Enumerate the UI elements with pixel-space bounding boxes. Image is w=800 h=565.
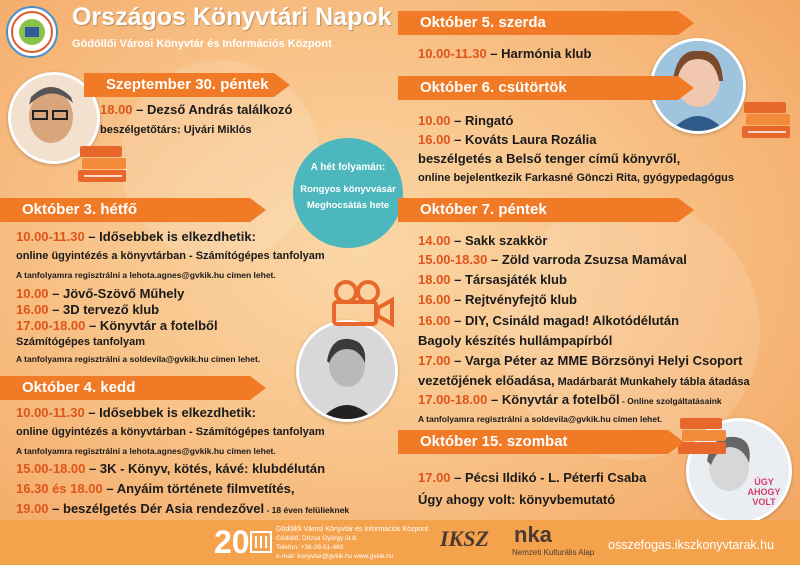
video-camera-icon: [330, 280, 396, 333]
event-line: 16.00 – Kováts Laura Rozália: [418, 132, 597, 147]
event-line: beszélgetőtárs: Ujvári Miklós: [100, 124, 252, 136]
event-note: A tanfolyamra regisztrálni a lehota.agnes@gvkik.hu címen lehet.: [16, 270, 276, 280]
speaker-photo-woman: [296, 320, 398, 422]
event-line: 15.00-18.30 – Zöld varroda Zsuzsa Mamával: [418, 252, 687, 267]
event-line: 17.00-18.00 – Könyvtár a fotelből: [16, 318, 218, 333]
week-item-book-sale: Rongyos könyvvásár: [300, 184, 396, 195]
week-heading: A hét folyamán:: [310, 162, 386, 173]
event-note: A tanfolyamra regisztrálni a soldevila@gvkik.hu címen lehet.: [16, 354, 261, 364]
nka-logo: nka: [514, 522, 552, 547]
day-banner-oct5: Október 5. szerda: [398, 11, 678, 35]
event-line: 14.00 – Sakk szakkör: [418, 233, 548, 248]
day-banner-oct4: Október 4. kedd: [0, 376, 250, 400]
footer-address: Gödöllő, Dózsa György út 8.: [276, 535, 358, 542]
event-line: 10.00-11.30 – Idősebbek is elkezdhetik:: [16, 229, 256, 244]
footer-org-name: Gödöllői Városi Könyvtár és Információs Központ: [276, 526, 429, 533]
book-stack-icon: [740, 98, 794, 147]
event-line: 16.00 – DIY, Csináld magad! Alkotódélután: [418, 313, 680, 328]
event-line: 16.30 és 18.00 – Anyáim története filmvetítés,: [16, 481, 295, 496]
page-title: Országos Könyvtári Napok: [72, 3, 392, 31]
anniversary-number: 20: [214, 524, 250, 560]
day-banner-oct15: Október 15. szombat: [398, 430, 668, 454]
event-line: 17.00-18.00 – Könyvtár a fotelből - Online szolgáltatásaink: [418, 392, 722, 407]
event-note: A tanfolyamra regisztrálni a lehota.agnes@gvkik.hu címen lehet.: [16, 446, 276, 456]
day-banner-oct3: Október 3. hétfő: [0, 198, 250, 222]
event-line: 10.00 – Jövő-Szövő Műhely: [16, 286, 185, 301]
anniversary-logo: [214, 524, 274, 560]
iksz-logo: IKSZ: [440, 526, 489, 551]
nka-name: Nemzeti Kulturális Alap: [512, 548, 595, 557]
event-line: vezetőjének előadása, Madárbarát Munkahely tábla átadása: [418, 373, 750, 388]
event-line: 18.00 – Társasjáték klub: [418, 272, 567, 287]
event-line: beszélgetés a Belső tenger című könyvről,: [418, 151, 681, 166]
book-stack-icon: [676, 414, 730, 463]
event-line: Úgy ahogy volt: könyvbemutató: [418, 492, 616, 507]
day-banner-oct7: Október 7. péntek: [398, 198, 678, 222]
page-subtitle: Gödöllői Városi Könyvtár és Információs Központ: [72, 38, 332, 50]
event-line: Bagoly készítés hullámpapírból: [418, 333, 613, 348]
event-line: 10.00-11.30 – Idősebbek is elkezdhetik:: [16, 405, 256, 420]
event-line: 19.00 – beszélgetés Dér Asia rendezővel - 18 éven felülieknek: [16, 501, 350, 516]
event-line: online ügyintézés a könyvtárban - Számítógépes tanfolyam: [16, 250, 325, 262]
event-line: 18.00 – Dezső András találkozó: [100, 102, 293, 117]
day-banner-sep30: Szeptember 30. péntek: [84, 73, 274, 97]
event-line: 10.00-11.30 – Harmónia klub: [418, 46, 592, 61]
event-line: 17.00 – Varga Péter az MME Börzsönyi Helyi Csoport: [418, 353, 743, 368]
event-line: 17.00 – Pécsi Ildikó - L. Péterfi Csaba: [418, 470, 647, 485]
website-link[interactable]: osszefogas.ikszkonyvtarak.hu: [608, 538, 775, 552]
event-line: online bejelentkezik Farkasné Gönczi Rita, gyógypedagógus: [418, 172, 735, 184]
book-stack-icon: [76, 142, 130, 191]
event-note: A tanfolyamra regisztrálni a soldevila@gvkik.hu címen lehet.: [418, 414, 663, 424]
book-cover-title: ÚGY AHOGY VOLT: [747, 477, 781, 507]
event-line: 16.00 – Rejtvényfejtő klub: [418, 292, 577, 307]
footer: [0, 520, 800, 565]
ok-napok-logo: [6, 6, 58, 58]
footer-phone: Telefon: +36-28-51-460: [276, 544, 344, 551]
event-line: online ügyintézés a könyvtárban - Számítógépes tanfolyam: [16, 426, 325, 438]
footer-email: e-mail: konyvtar@gvkik.hu www.gvkik.hu: [276, 553, 394, 560]
day-banner-oct6: Október 6. csütörtök: [398, 76, 678, 100]
week-events-circle: [293, 138, 403, 248]
event-line: 10.00 – Ringató: [418, 113, 514, 128]
week-item-forgiveness: Meghocsátás hete: [306, 200, 390, 211]
event-line: 16.00 – 3D tervező klub: [16, 302, 160, 317]
event-line: 15.00-18.00 – 3K - Könyv, kötés, kávé: klubdélután: [16, 461, 326, 476]
event-line: Számítógépes tanfolyam: [16, 336, 145, 348]
